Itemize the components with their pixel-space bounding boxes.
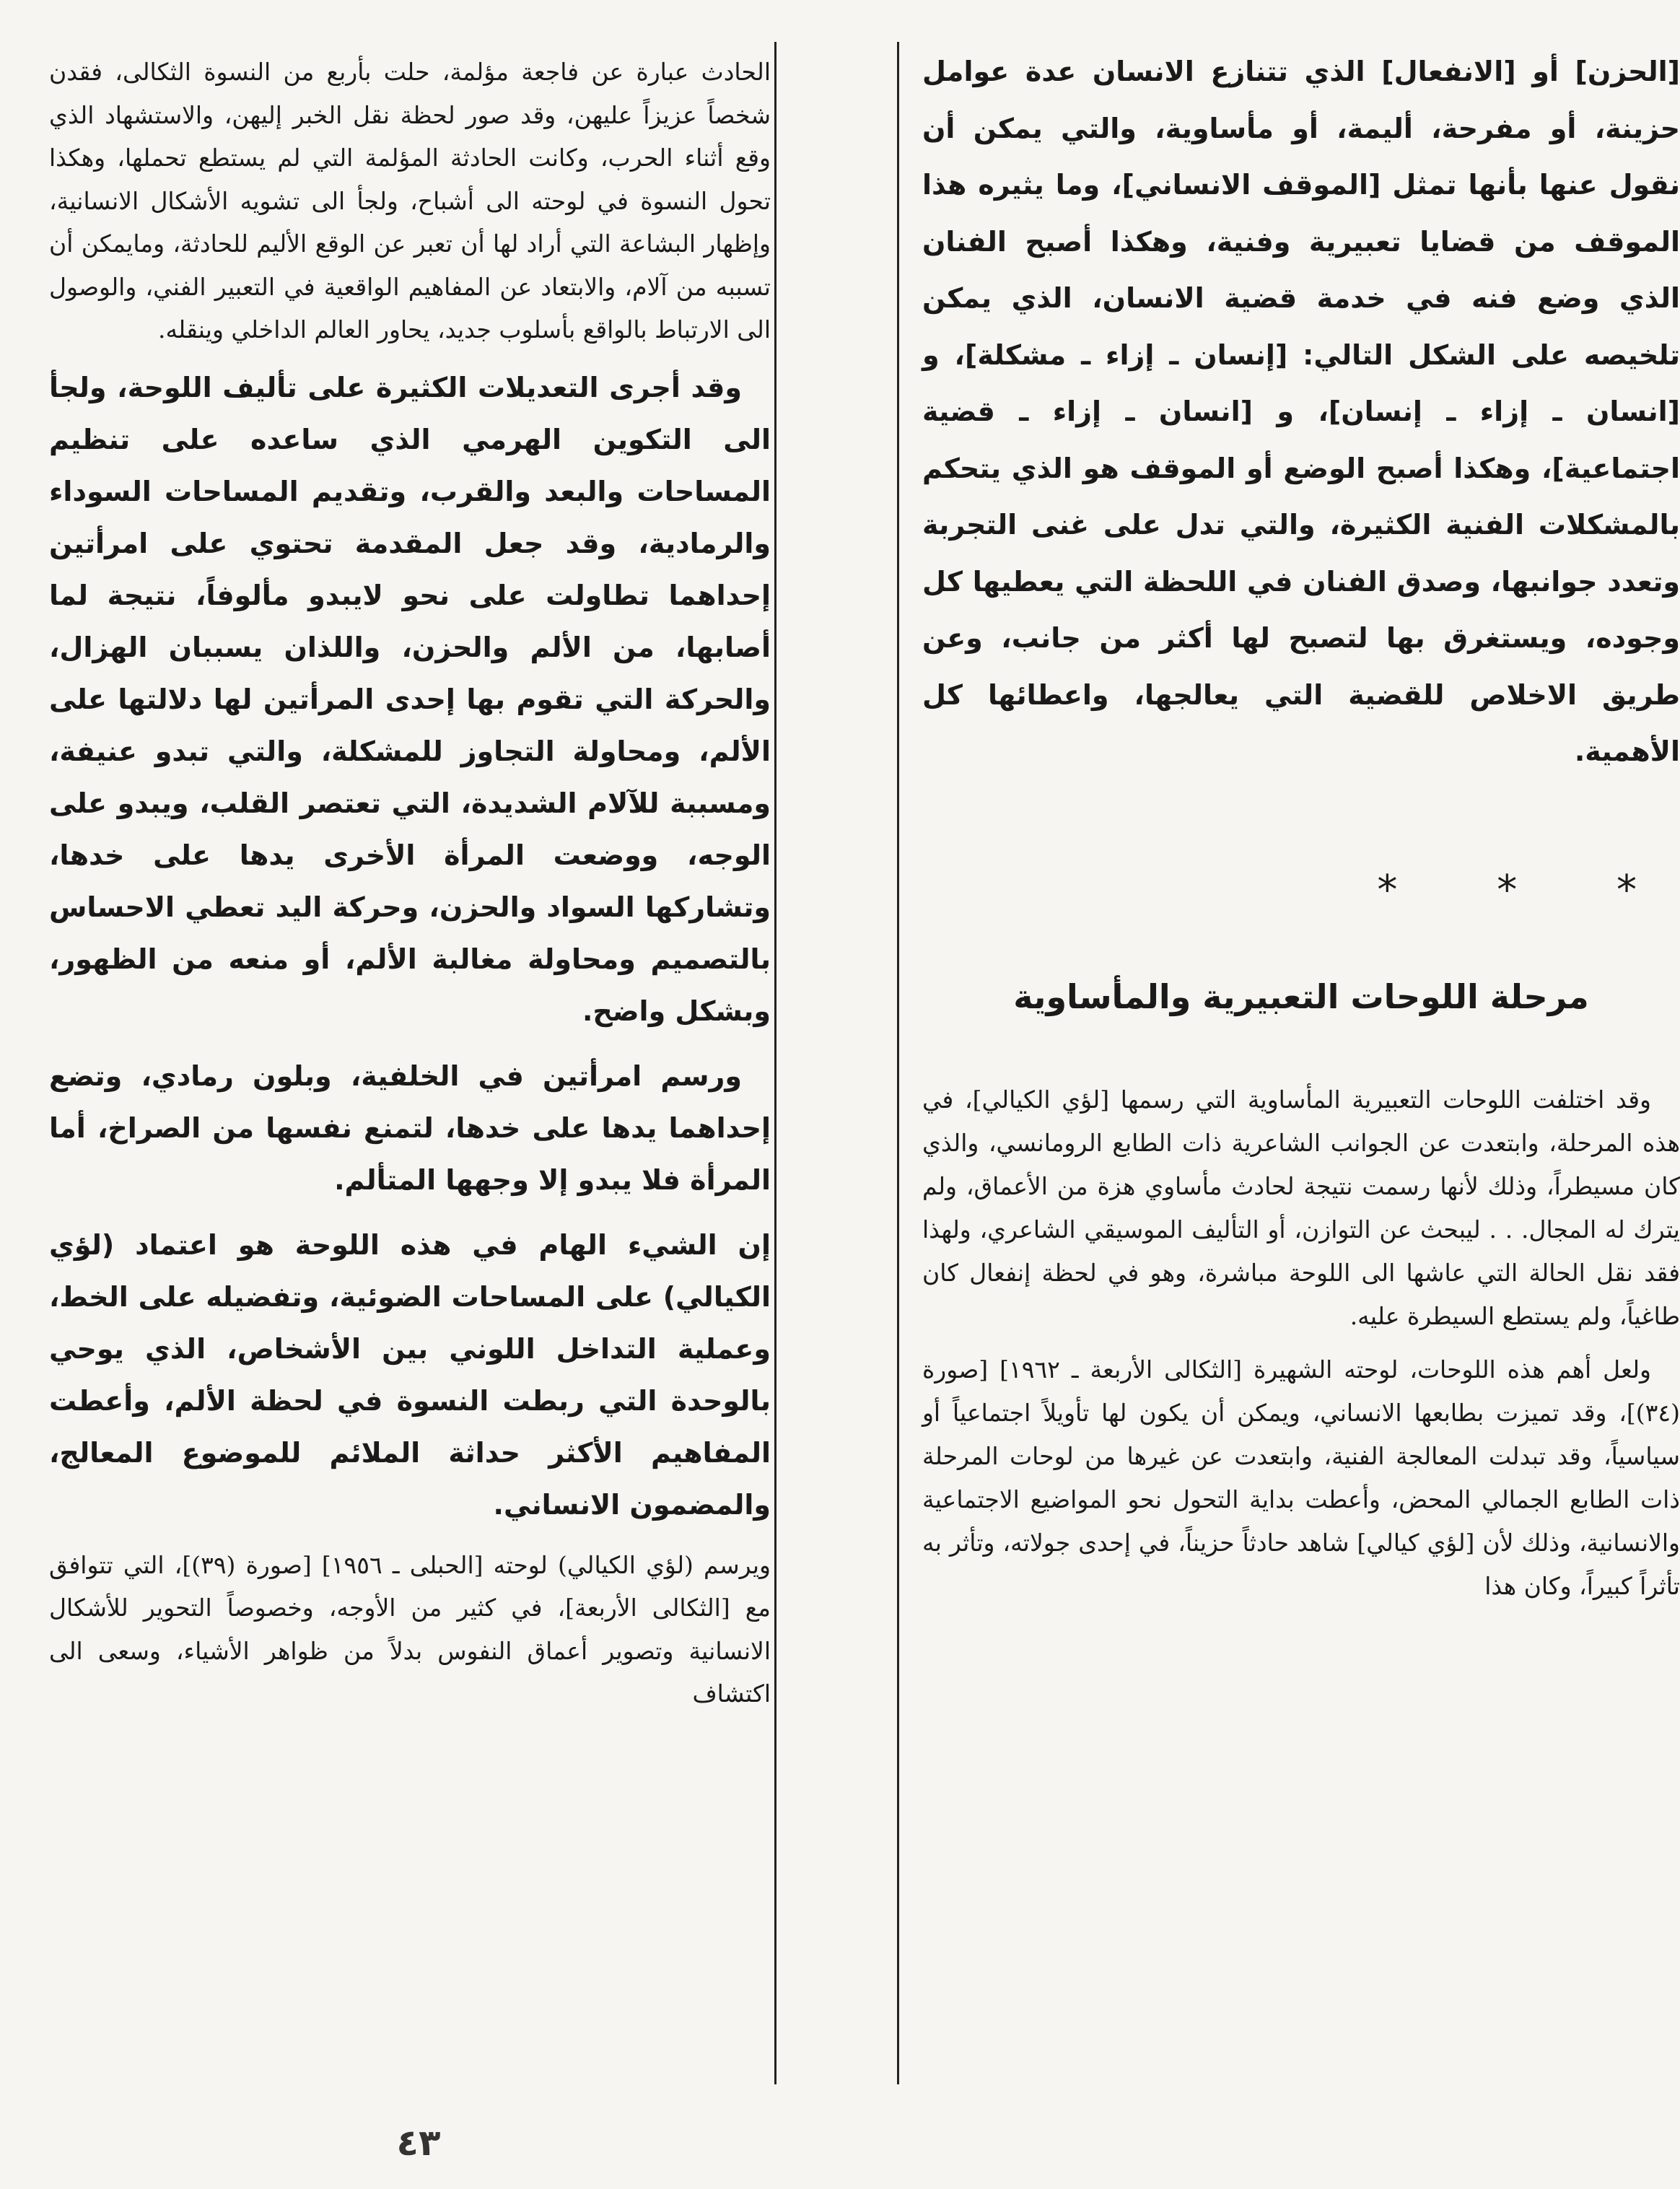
section-heading: مرحلة اللوحات التعبيرية والمأساوية [1013,976,1589,1016]
section-separator-stars: * * * [1377,866,1680,914]
left-paragraph-5: ويرسم (لؤي الكيالي) لوحته [الحبلى ـ ١٩٥٦] [صورة (٣٩)]، التي تتوافق مع [الثكالى الأربعة]، في كثير من الأوجه، وخصوصاً التحوير للأشكال الانسانية وتصوير أعماق النفوس بدلاً من ظواهر الأشياء، وسعى الى اكتشاف [49,1550,771,1708]
right-paragraph-1: [الحزن] أو [الانفعال] الذي تتنازع الانسان عدة عوامل حزينة، أو مفرحة، أليمة، أو مأساوية، والتي يمكن أن نقول عنها بأنها تمثل [الموقف الانساني]، وما يثيره هذا الموقف من قضايا تعبيرية وفنية، وهكذا أصبح الفنان الذي وضع فنه في خدمة قضية الانسان، الذي يمكن تلخيصه على الشكل التالي: [إنسان ـ إزاء ـ مشكلة]، و [انسان ـ إزاء ـ إنسان]، و [انسان ـ إزاء ـ قضية اجتماعية]، وهكذا أصبح الوضع أو الموقف هو الذي يتحكم بالمشكلات الفنية الكثيرة، والتي تدل على غنى التجربة وتعدد جوانبها، وصدق الفنان في اللحظة التي يعطيها كل وجوده، ويستغرق بها لتصبح لها أكثر من جانب، وعن طريق الاخلاص للقضية التي يعالجها، واعطائها كل الأهمية. [922,56,1680,767]
column-divider-left [774,42,776,2084]
page-number: ٤٣ [396,2122,441,2164]
left-paragraph-4: إن الشيء الهام في هذه اللوحة هو اعتماد (لؤي الكيالي) على المساحات الضوئية، وتفضيله على الخط، وعملية التداخل اللوني بين الأشخاص، الذي يوحي بالوحدة التي ربطت النسوة في لحظة الألم، وأعطت المفاهيم الأكثر حداثة الملائم للموضوع المعالج، والمضمون الانساني. [49,1228,771,1521]
left-column [49,51,771,1716]
right-column [922,43,1680,1608]
left-paragraph-2: وقد أجرى التعديلات الكثيرة على تأليف اللوحة، ولجأ الى التكوين الهرمي الذي ساعده على تنظيم المساحات والبعد والقرب، وتقديم المساحات السوداء والرمادية، وقد جعل المقدمة تحتوي على امرأتين إحداهما تطاولت على نحو لايبدو مألوفاً، نتيجة لما أصابها، من الألم والحزن، واللذان يسببان الهزال، والحركة التي تقوم بها إحدى المرأتين لها دلالتها على الألم، ومحاولة التجاوز للمشكلة، والتي تبدو عنيفة، ومسببة للآلام الشديدة، التي تعتصر القلب، ويبدو على الوجه، ووضعت المرأة الأخرى يدها على خدها، وتشاركها السواد والحزن، وحركة اليد تعطي الاحساس بالتصميم ومحاولة مغالبة الألم، أو منعه من الظهور، وبشكل واضح. [49,371,771,1027]
left-paragraph-1: الحادث عبارة عن فاجعة مؤلمة، حلت بأربع من النسوة الثكالى، فقدن شخصاً عزيزاً عليهن، وقد صور لحظة نقل الخبر إليهن، والاستشهاد الذي وقع أثناء الحرب، وكانت الحادثة المؤلمة التي لم يستطع تحملها، وهكذا تحول النسوة في لوحته الى أشباح، ولجأ الى تشويه الأشكال الانسانية، وإظهار البشاعة التي أراد لها أن تعبر عن الوقع الأليم للحادثة، ومايمكن أن تسببه من آلام، والابتعاد عن المفاهيم الواقعية في التعبير الفني، والوصول الى الارتباط بالواقع بأسلوب جديد، يحاور العالم الداخلي وينقله. [49,58,771,344]
right-paragraph-3: ولعل أهم هذه اللوحات، لوحته الشهيرة [الثكالى الأربعة ـ ١٩٦٢] [صورة (٣٤)]، وقد تميزت بطابعها الانساني، ويمكن أن يكون لها تأويلاً اجتماعياً أو سياسياً، وقد تبدلت المعالجة الفنية، وابتعدت عن غيرها من لوحات المرحلة ذات الطابع الجمالي المحض، وأعطت بداية التحول نحو المواضيع الاجتماعية والانسانية، وذلك لأن [لؤي كيالي] شاهد حادثاً حزيناً، في إحدى جولاته، وتأثر به تأثراً كبيراً، وكان هذا [922,1355,1680,1600]
right-paragraph-2: وقد اختلفت اللوحات التعبيرية المأساوية التي رسمها [لؤي الكيالي]، في هذه المرحلة، وابتعدت عن الجوانب الشاعرية ذات الطابع الرومانسي، والذي كان مسيطراً، وذلك لأنها رسمت نتيجة لحادث مأساوي هزة من الأعماق، ولم يترك له المجال. . . ليبحث عن التوازن، أو التأليف الموسيقي الشاعري، ولهذا فقد نقل الحالة التي عاشها الى اللوحة مباشرة، وهو في لحظة إنفعال كان طاغياً، ولم يستطع السيطرة عليه. [922,1085,1680,1330]
left-paragraph-3: ورسم امرأتين في الخلفية، وبلون رمادي، وتضع إحداهما يدها على خدها، لتمنع نفسها من الصراخ، أما المرأة فلا يبدو إلا وجهها المتألم. [49,1059,771,1196]
column-divider-right [897,42,899,2084]
